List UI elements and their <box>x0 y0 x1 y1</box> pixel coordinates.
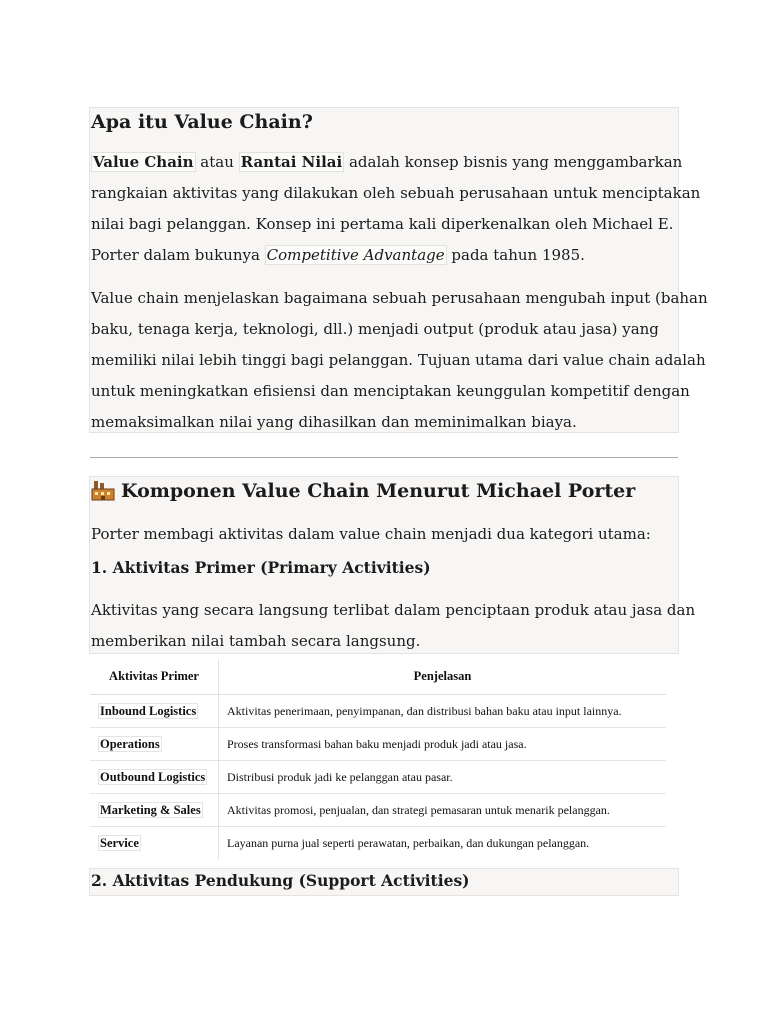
table-row <box>90 827 666 860</box>
paragraph-explanation: Value chain menjelaskan bagaimana sebuah perusahaan mengubah input (bahan baku, tenaga kerja, teknologi, dll.) menjadi output (produk atau jasa) yang memiliki nilai lebih tinggi bagi pelanggan. Tujuan utama dari value chain adalah untuk meningkatkan efisiensi dan menciptakan keunggulan kompetitif dengan memaksimalkan nilai yang dihasilkan dan meminimalkan biaya. <box>91 289 708 431</box>
subheading-support: 2. Aktivitas Pendukung (Support Activities) <box>91 871 470 890</box>
section-support-activities <box>89 868 679 896</box>
column-header: Penjelasan <box>219 659 667 695</box>
table-row <box>90 728 666 761</box>
paragraph-primary: Aktivitas yang secara langsung terlibat dalam penciptaan produk atau jasa dan memberikan nilai tambah secara langsung. <box>91 601 696 650</box>
activity-name: Outbound Logistics <box>90 761 219 794</box>
table-row <box>90 794 666 827</box>
primary-activities-table <box>90 659 666 859</box>
activity-description: Aktivitas promosi, penjualan, dan strategi pemasaran untuk menarik pelanggan. <box>219 794 667 827</box>
activity-description: Proses transformasi bahan baku menjadi produk jadi atau jasa. <box>219 728 667 761</box>
table-row <box>90 761 666 794</box>
activity-name: Service <box>90 827 219 860</box>
section-components <box>89 476 696 654</box>
factory-icon <box>91 479 115 501</box>
paragraph-definition: Value Chain atau Rantai Nilai adalah konsep bisnis yang menggambarkan rangkaian aktivitas yang dilakukan oleh sebuah perusahaan untuk menciptakan nilai bagi pelanggan. Konsep ini pertama kali diperkenalkan oleh Michael E. Porter dalam bukunya Competitive Advantage pada tahun 1985. <box>91 153 701 264</box>
term-rantai-nilai: Rantai Nilai <box>240 153 343 171</box>
activity-name: Inbound Logistics <box>90 695 219 728</box>
activity-description: Distribusi produk jadi ke pelanggan atau pasar. <box>219 761 667 794</box>
subheading-primary: 1. Aktivitas Primer (Primary Activities) <box>91 558 431 577</box>
activity-name: Operations <box>90 728 219 761</box>
column-header: Aktivitas Primer <box>90 659 219 695</box>
activity-description: Layanan purna jual seperti perawatan, perbaikan, dan dukungan pelanggan. <box>227 835 590 850</box>
section-title: Apa itu Value Chain? <box>91 111 313 133</box>
table-row <box>90 695 666 728</box>
section-what-is-value-chain <box>89 107 708 433</box>
book-title: Competitive Advantage <box>266 246 445 264</box>
intro-text: Porter membagi aktivitas dalam value chain menjadi dua kategori utama: <box>91 525 651 543</box>
term-value-chain: Value Chain <box>93 153 194 171</box>
activity-description: Aktivitas penerimaan, penyimpanan, dan distribusi bahan baku atau input lainnya. <box>219 695 667 728</box>
table-header-row <box>90 659 666 695</box>
section-title: Komponen Value Chain Menurut Michael Porter <box>91 478 635 504</box>
divider <box>90 457 678 458</box>
activity-name: Marketing & Sales <box>90 794 219 827</box>
